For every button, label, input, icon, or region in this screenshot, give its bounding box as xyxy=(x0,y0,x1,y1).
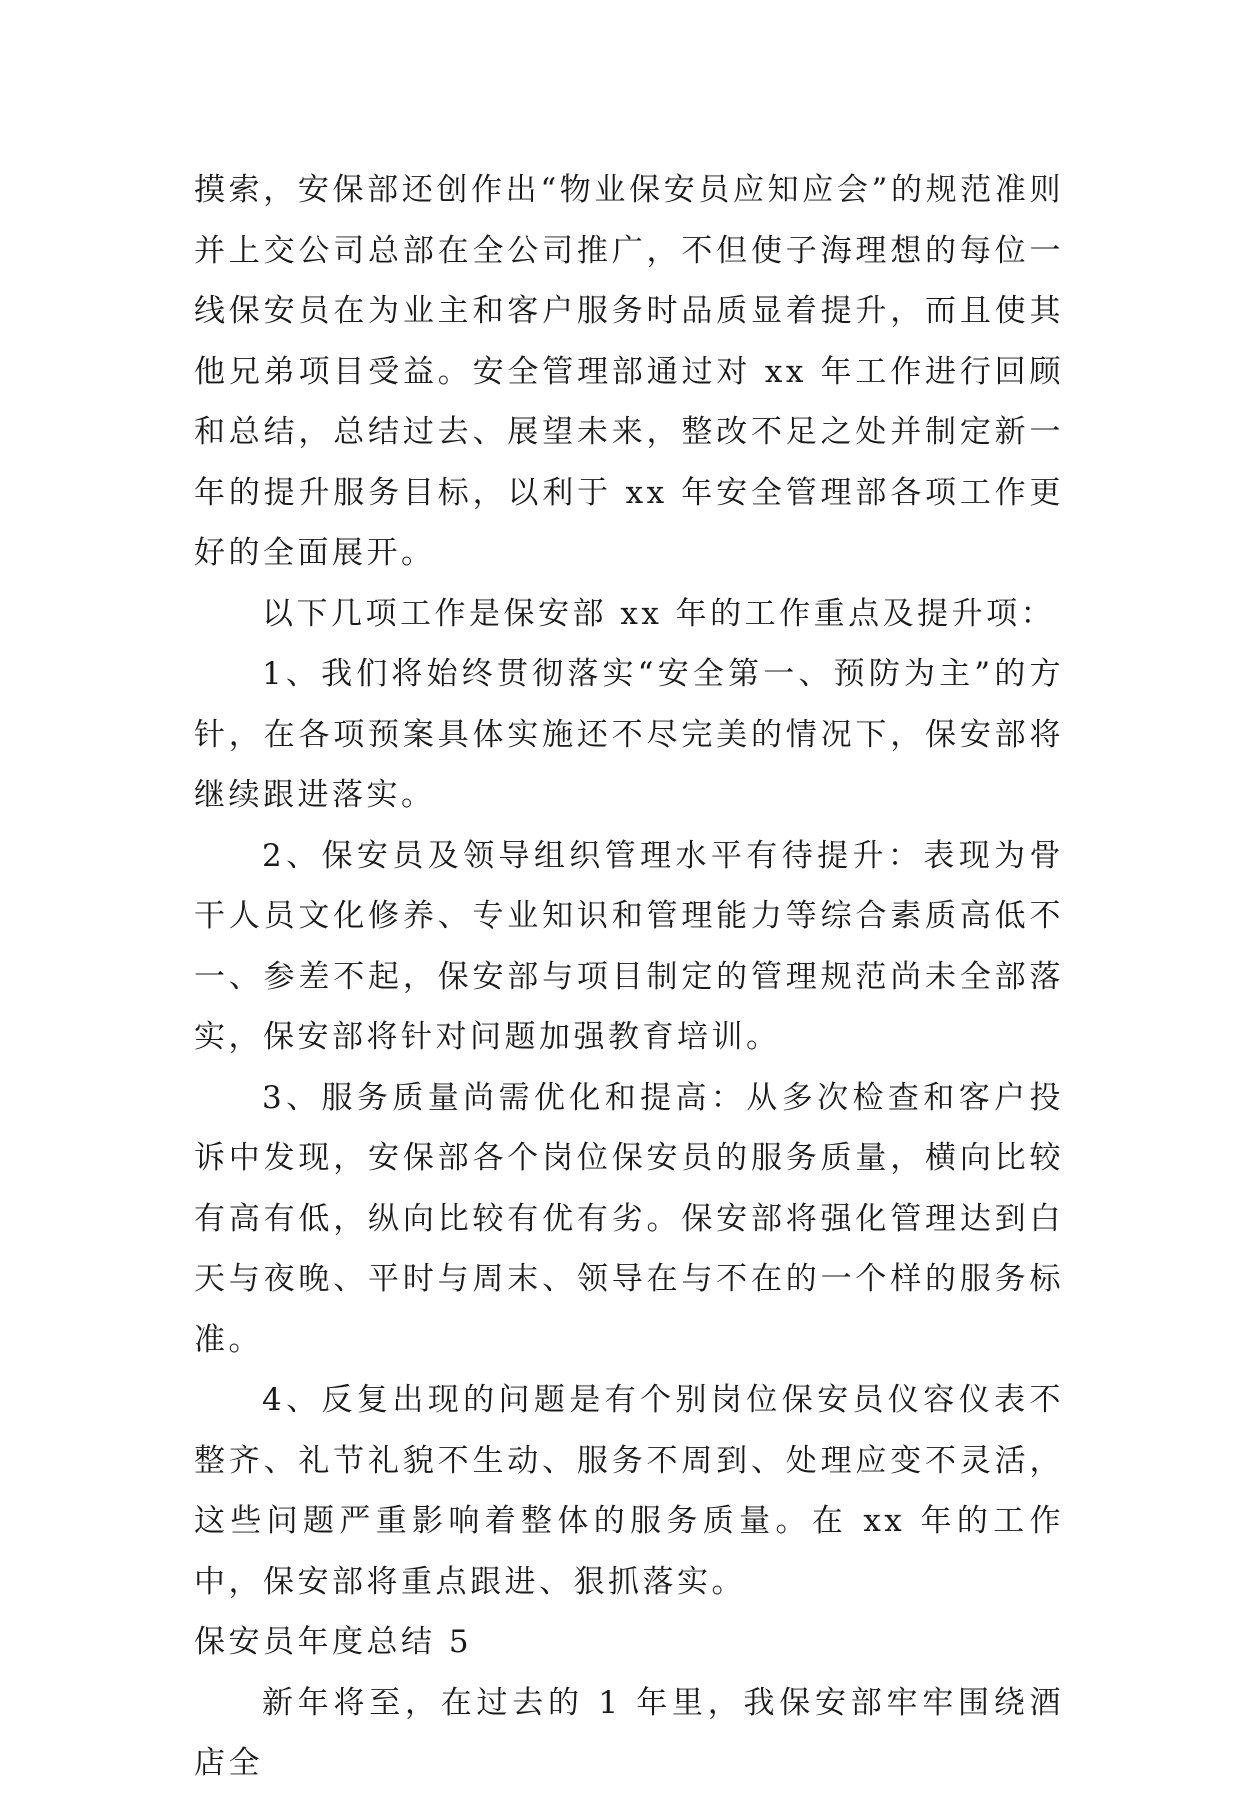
paragraph-item-2: 2、保安员及领导组织管理水平有待提升：表现为骨干人员文化修养、专业知识和管理能力等综合素质高低不一、参差不起，保安部与项目制定的管理规范尚未全部落实，保安部将针对问题加强教育培训。 xyxy=(194,837,1064,1055)
paragraph-item-3: 3、服务质量尚需优化和提高：从多次检查和客户投诉中发现，安保部各个岗位保安员的服务质量，横向比较有高有低，纵向比较有优有劣。保安部将强化管理达到白天与夜晚、平时与周末、领导在与不在的一个样的服务标准。 xyxy=(194,1079,1064,1358)
paragraph-item-4: 4、反复出现的问题是有个别岗位保安员仪容仪表不整齐、礼节礼貌不生动、服务不周到、处理应变不灵活，这些问题严重影响着整体的服务质量。在 xx 年的工作中，保安部将重点跟进、狠抓落实。 xyxy=(194,1382,1064,1600)
paragraph-intro: 摸索，安保部还创作出“物业保安员应知应会”的规范准则并上交公司总部在全公司推广，不但使子海理想的每位一线保安员在为业主和客户服务时品质显着提升，而且使其他兄弟项目受益。安全管理部通过对 xx 年工作进行回顾和总结，总结过去、展望未来，整改不足之处并制定新一年的提升服务目标，以利于 xx 年安全管理部各项工作更好的全面展开。 xyxy=(194,172,1064,571)
document-body xyxy=(194,160,1064,1794)
paragraph-final: 新年将至，在过去的 1 年里，我保安部牢牢围绕酒店全 xyxy=(194,1684,1064,1781)
section-heading: 保安员年度总结 5 xyxy=(194,1624,473,1660)
paragraph-item-1: 1、我们将始终贯彻落实“安全第一、预防为主”的方针，在各项预案具体实施还不尽完美的情况下，保安部将继续跟进落实。 xyxy=(194,656,1064,813)
paragraph-key-points: 以下几项工作是保安部 xx 年的工作重点及提升项： xyxy=(262,595,1056,632)
